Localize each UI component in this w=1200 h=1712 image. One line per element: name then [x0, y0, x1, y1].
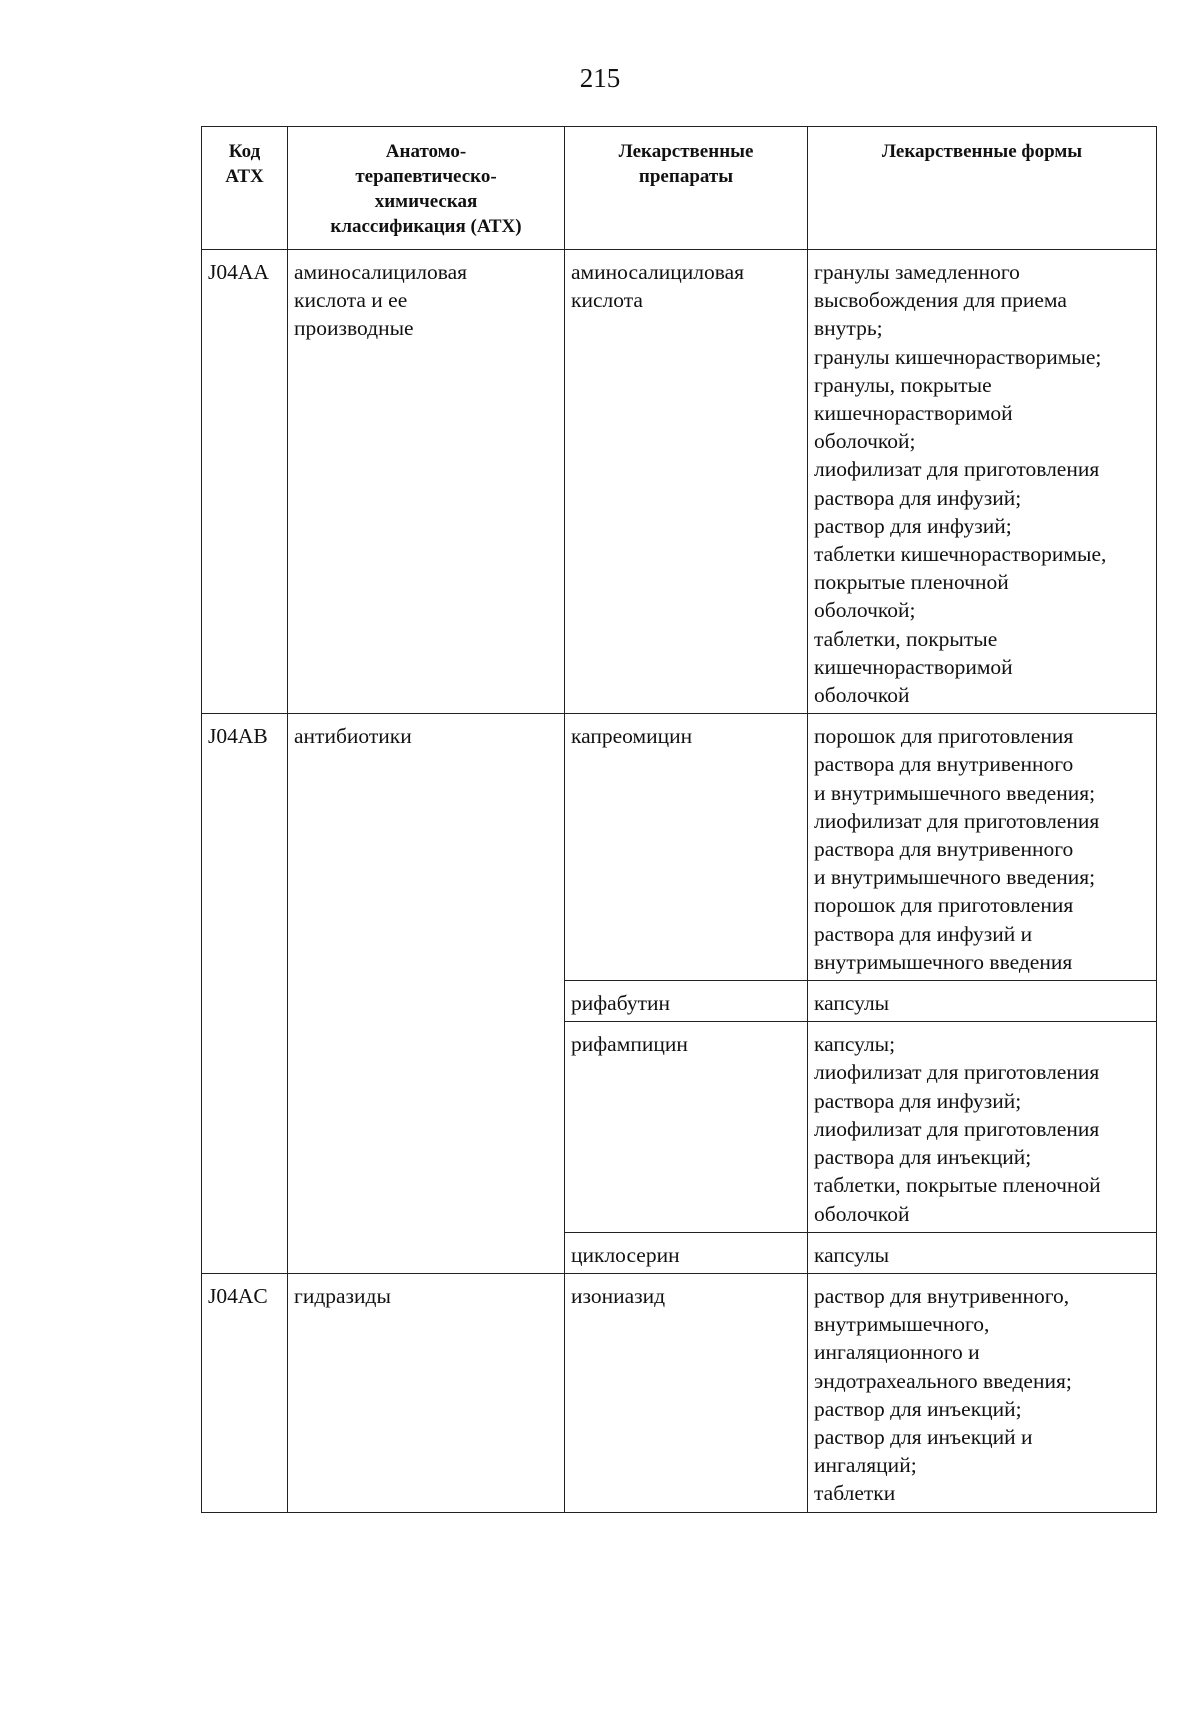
header-code: Код АТХ — [202, 127, 288, 250]
page-number: 215 — [579, 63, 621, 93]
forms-cell: порошок для приготовления раствора для внутривенного и внутримышечного введения; лиофилизат для приготовления раствора для внутривенного и внутримышечного введения; порошок для приготовления раствора для инфузий и внутримышечного введения — [808, 714, 1157, 981]
atx-drug-table — [201, 126, 1157, 1513]
table-row — [202, 250, 1157, 714]
header-drugs: Лекарственные препараты — [565, 127, 808, 250]
forms-cell: капсулы; лиофилизат для приготовления раствора для инфузий; лиофилизат для приготовления раствора для инъекций; таблетки, покрытые пленочной оболочкой — [808, 1022, 1157, 1232]
drug-cell: аминосалициловая кислота — [565, 250, 808, 714]
atc-class-cell: гидразиды — [288, 1273, 565, 1512]
table-row — [202, 1273, 1157, 1512]
drug-cell: циклосерин — [565, 1232, 808, 1273]
code-cell: J04AB — [202, 714, 288, 1274]
code-cell: J04AC — [202, 1273, 288, 1512]
forms-cell: гранулы замедленного высвобождения для приема внутрь; гранулы кишечнорастворимые; гранулы, покрытые кишечнорастворимой оболочкой; лиофилизат для приготовления раствора для инфузий; раствор для инфузий; таблетки кишечнорастворимые, покрытые пленочной оболочкой; таблетки, покрытые кишечнорастворимой оболочкой — [808, 250, 1157, 714]
atc-class-cell: аминосалициловая кислота и ее производные — [288, 250, 565, 714]
table-header-row — [202, 127, 1157, 250]
drug-cell: рифабутин — [565, 981, 808, 1022]
atc-class-cell: антибиотики — [288, 714, 565, 1274]
forms-cell: капсулы — [808, 1232, 1157, 1273]
forms-cell: капсулы — [808, 981, 1157, 1022]
drug-cell: рифампицин — [565, 1022, 808, 1232]
code-cell: J04AA — [202, 250, 288, 714]
drug-cell: капреомицин — [565, 714, 808, 981]
table-row — [202, 714, 1157, 981]
header-forms: Лекарственные формы — [808, 127, 1157, 250]
forms-cell: раствор для внутривенного, внутримышечного, ингаляционного и эндотрахеального введения; раствор для инъекций; раствор для инъекций и ингаляций; таблетки — [808, 1273, 1157, 1512]
drug-cell: изониазид — [565, 1273, 808, 1512]
header-atc-class: Анатомо- терапевтическо- химическая классификация (АТХ) — [288, 127, 565, 250]
